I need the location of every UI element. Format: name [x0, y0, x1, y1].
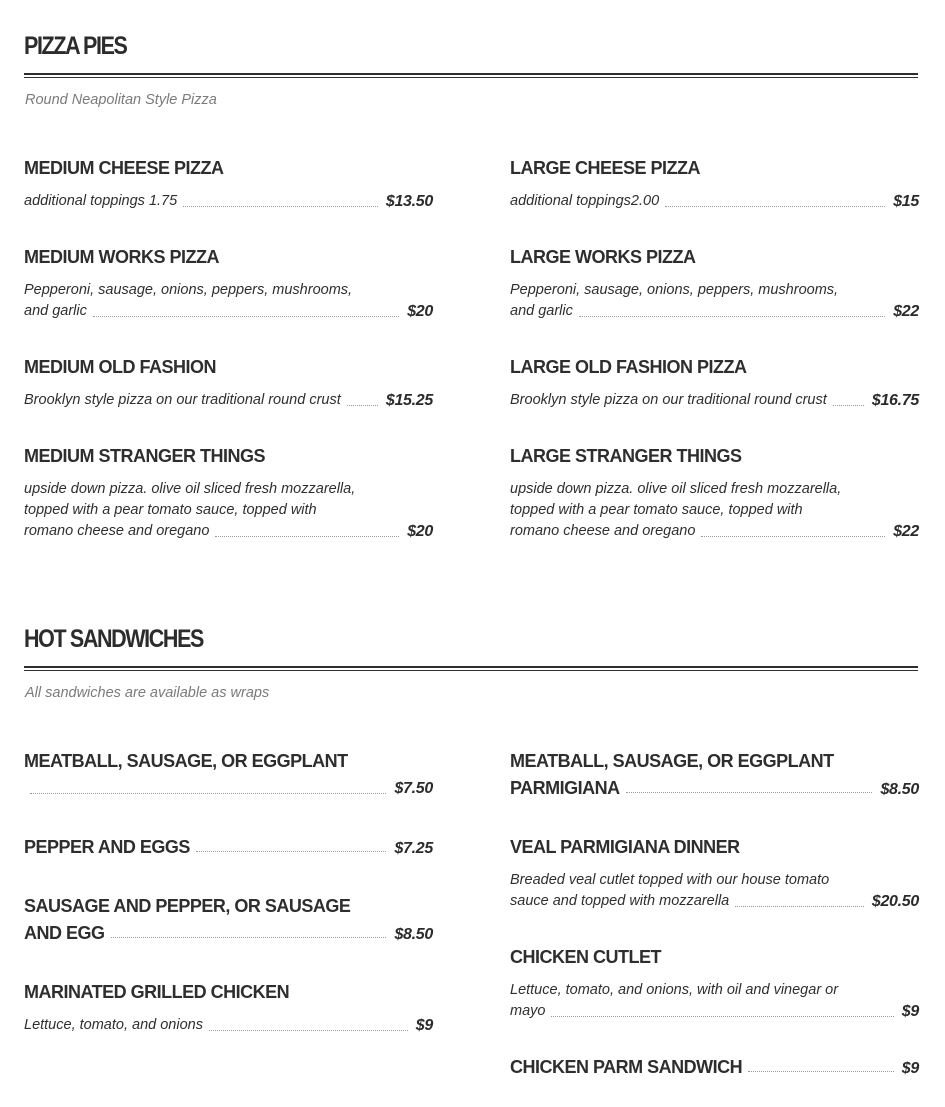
- item-name: LARGE OLD FASHION PIZZA: [510, 357, 747, 377]
- item-name: MEDIUM OLD FASHION: [24, 357, 216, 377]
- dot-leader: [748, 1070, 894, 1072]
- item-name: PARMIGIANA: [510, 778, 620, 798]
- item-name: MEATBALL, SAUSAGE, OR EGGPLANT: [24, 751, 348, 771]
- item-description: Pepperoni, sausage, onions, peppers, mushrooms,: [24, 282, 353, 298]
- menu-item-medium-works-pizza: [24, 247, 433, 322]
- item-description: Brooklyn style pizza on our traditional round crust: [24, 392, 341, 408]
- item-description: additional toppings 1.75: [24, 193, 178, 209]
- item-description: upside down pizza. olive oil sliced fresh mozzarella,: [24, 481, 356, 497]
- item-description: additional toppings2.00: [510, 193, 660, 209]
- item-price: $13.50: [385, 193, 433, 210]
- item-name: AND EGG: [24, 923, 105, 943]
- dot-leader: [551, 1015, 893, 1017]
- item-description: Lettuce, tomato, and onions, with oil and vinegar or: [510, 982, 839, 998]
- item-name: LARGE STRANGER THINGS: [510, 446, 742, 466]
- item-description: romano cheese and oregano: [24, 523, 210, 539]
- menu-item-large-works-pizza: [510, 247, 919, 322]
- item-name: MARINATED GRILLED CHICKEN: [24, 982, 290, 1002]
- item-name: LARGE WORKS PIZZA: [510, 247, 696, 267]
- item-price: $15.25: [385, 392, 433, 409]
- dot-leader: [347, 404, 378, 406]
- item-price: $8.50: [394, 926, 433, 943]
- item-name: CHICKEN CUTLET: [510, 947, 661, 967]
- dot-leader: [111, 936, 387, 938]
- section-divider: [24, 73, 918, 78]
- item-price: $15: [893, 193, 919, 210]
- menu-item-sausage-and-pepper: [24, 896, 433, 944]
- dot-leader: [735, 905, 864, 907]
- item-name: CHICKEN PARM SANDWICH: [510, 1057, 743, 1077]
- section-subtitle-sandwiches: All sandwiches are available as wraps: [25, 685, 270, 701]
- item-description: topped with a pear tomato sauce, topped with: [510, 502, 803, 518]
- dot-leader: [196, 850, 387, 852]
- item-price: $20: [407, 303, 433, 320]
- menu-item-large-old-fashion-pizza: [510, 357, 919, 411]
- item-price: $22: [893, 523, 919, 540]
- menu-item-medium-stranger-things: [24, 446, 433, 542]
- section-title-sandwiches: HOT SANDWICHES: [24, 625, 204, 653]
- menu-item-medium-cheese-pizza: [24, 158, 433, 212]
- item-price: $20.50: [871, 893, 919, 910]
- menu-item-marinated-grilled-chicken: [24, 982, 433, 1036]
- item-name: PEPPER AND EGGS: [24, 837, 190, 857]
- menu-item-meatball-sausage-eggplant-parmigiana: [510, 751, 919, 799]
- menu-item-meatball-sausage-eggplant: [24, 751, 433, 799]
- item-name: LARGE CHEESE PIZZA: [510, 158, 701, 178]
- menu-item-chicken-parm-sandwich: [510, 1057, 919, 1078]
- section-title-pizza: PIZZA PIES: [24, 32, 127, 60]
- item-description: sauce and topped with mozzarella: [510, 893, 730, 909]
- dot-leader: [665, 205, 885, 207]
- item-description: Lettuce, tomato, and onions: [24, 1017, 203, 1033]
- item-name: MEDIUM WORKS PIZZA: [24, 247, 219, 267]
- item-description: and garlic: [24, 303, 87, 319]
- item-price: $16.75: [871, 392, 919, 409]
- item-price: $9: [901, 1003, 919, 1020]
- dot-leader: [833, 404, 864, 406]
- item-price: $7.25: [394, 840, 433, 857]
- item-price: $8.50: [880, 781, 919, 798]
- dot-leader: [701, 535, 885, 537]
- item-price: $9: [415, 1017, 433, 1034]
- menu-item-large-cheese-pizza: [510, 158, 919, 212]
- dot-leader: [183, 205, 378, 207]
- item-price: $9: [901, 1060, 919, 1077]
- item-description: Breaded veal cutlet topped with our house tomato: [510, 872, 830, 888]
- item-name: MEDIUM CHEESE PIZZA: [24, 158, 224, 178]
- dot-leader: [30, 792, 386, 794]
- item-description: and garlic: [510, 303, 573, 319]
- item-description: mayo: [510, 1003, 546, 1019]
- item-price: $7.50: [394, 780, 433, 797]
- item-description: upside down pizza. olive oil sliced fresh mozzarella,: [510, 481, 842, 497]
- menu-item-pepper-and-eggs: [24, 837, 433, 858]
- section-subtitle-pizza: Round Neapolitan Style Pizza: [25, 92, 217, 108]
- item-description: Brooklyn style pizza on our traditional round crust: [510, 392, 827, 408]
- item-name: MEATBALL, SAUSAGE, OR EGGPLANT: [510, 751, 834, 771]
- item-description: topped with a pear tomato sauce, topped with: [24, 502, 317, 518]
- menu-item-large-stranger-things: [510, 446, 919, 542]
- item-name: MEDIUM STRANGER THINGS: [24, 446, 265, 466]
- dot-leader: [626, 791, 873, 793]
- item-price: $20: [407, 523, 433, 540]
- item-description: Pepperoni, sausage, onions, peppers, mushrooms,: [510, 282, 839, 298]
- dot-leader: [209, 1029, 408, 1031]
- item-name: VEAL PARMIGIANA DINNER: [510, 837, 740, 857]
- item-description: romano cheese and oregano: [510, 523, 696, 539]
- item-name: SAUSAGE AND PEPPER, OR SAUSAGE: [24, 896, 351, 916]
- dot-leader: [579, 315, 885, 317]
- menu-item-veal-parmigiana-dinner: [510, 837, 919, 912]
- dot-leader: [93, 315, 399, 317]
- menu-item-medium-old-fashion: [24, 357, 433, 411]
- section-divider: [24, 666, 918, 671]
- item-price: $22: [893, 303, 919, 320]
- dot-leader: [215, 535, 399, 537]
- menu-item-chicken-cutlet: [510, 947, 919, 1022]
